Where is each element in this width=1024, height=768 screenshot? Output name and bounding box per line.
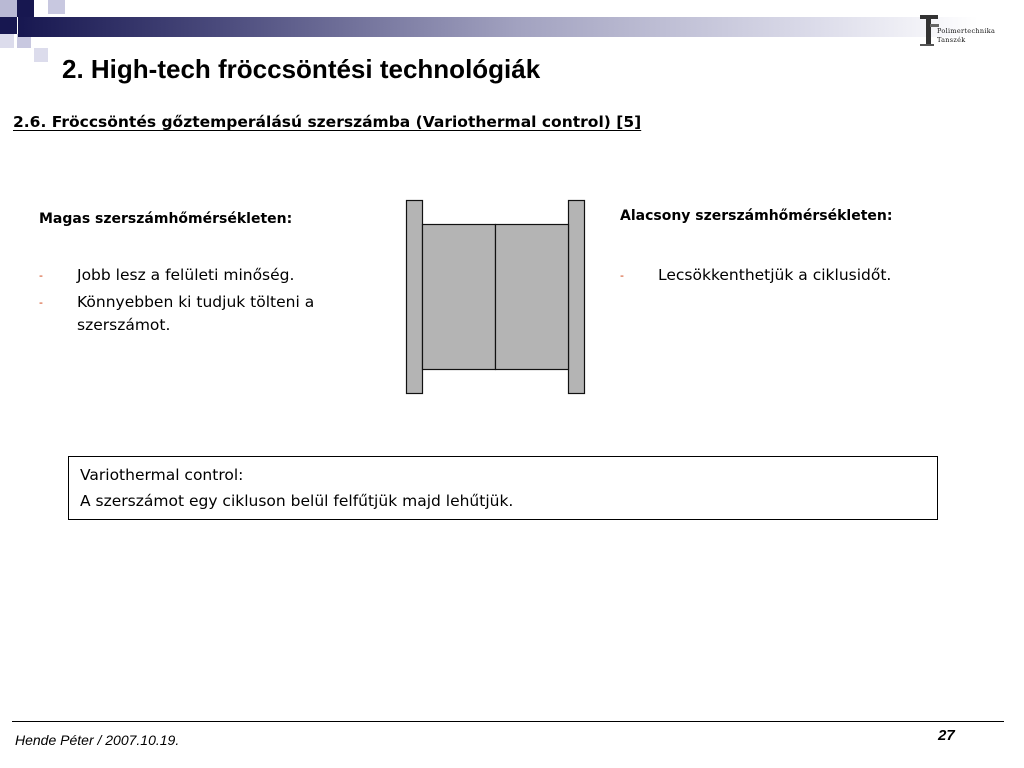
logo-text-line2: Tanszék	[937, 36, 966, 44]
list-item	[39, 264, 384, 287]
definition-box	[68, 456, 938, 520]
left-column-heading: Magas szerszámhőmérsékleten:	[39, 211, 293, 227]
page-number: 27	[938, 727, 955, 744]
footer-author-date: Hende Péter / 2007.10.19.	[15, 732, 180, 748]
left-clamp-plate	[407, 201, 423, 394]
decor-square	[48, 0, 65, 14]
bullet-dash-icon: -	[39, 296, 43, 309]
department-logo	[920, 14, 1020, 48]
decor-square	[0, 0, 17, 17]
decor-square	[0, 34, 14, 48]
bullet-dash-icon: -	[620, 269, 624, 282]
definition-text: A szerszámot egy cikluson belül felfűtjük majd lehűtjük.	[80, 492, 514, 510]
right-mold-half	[496, 225, 569, 370]
bullet-text: Lecsökkenthetjük a ciklusidőt.	[658, 266, 892, 284]
mold-diagram	[404, 198, 588, 398]
slide-title: 2. High-tech fröccsöntési technológiák	[62, 54, 541, 84]
slide-subtitle: 2.6. Fröccsöntés gőztemperálású szerszámba (Variothermal control) [5]	[13, 113, 642, 131]
right-column-heading: Alacsony szerszámhőmérsékleten:	[620, 208, 893, 224]
bullet-text: Jobb lesz a felületi minőség.	[77, 266, 295, 284]
left-mold-half	[423, 225, 496, 370]
list-item	[620, 264, 1000, 287]
right-bullet-list	[620, 264, 1000, 291]
footer-divider	[12, 721, 1004, 722]
bullet-dash-icon: -	[39, 269, 43, 282]
list-item	[39, 291, 384, 337]
logo-text	[937, 27, 995, 45]
decor-square	[34, 48, 48, 62]
logo-text-line1: Polimertechnika	[937, 27, 996, 35]
header-gradient-bar	[18, 17, 1018, 37]
right-clamp-plate	[569, 201, 585, 394]
decor-square	[0, 17, 17, 34]
left-bullet-list	[39, 264, 384, 341]
definition-term: Variothermal control:	[80, 466, 244, 484]
decor-square	[17, 0, 34, 17]
bullet-text: Könnyebben ki tudjuk tölteni a szerszámot.	[77, 293, 315, 334]
